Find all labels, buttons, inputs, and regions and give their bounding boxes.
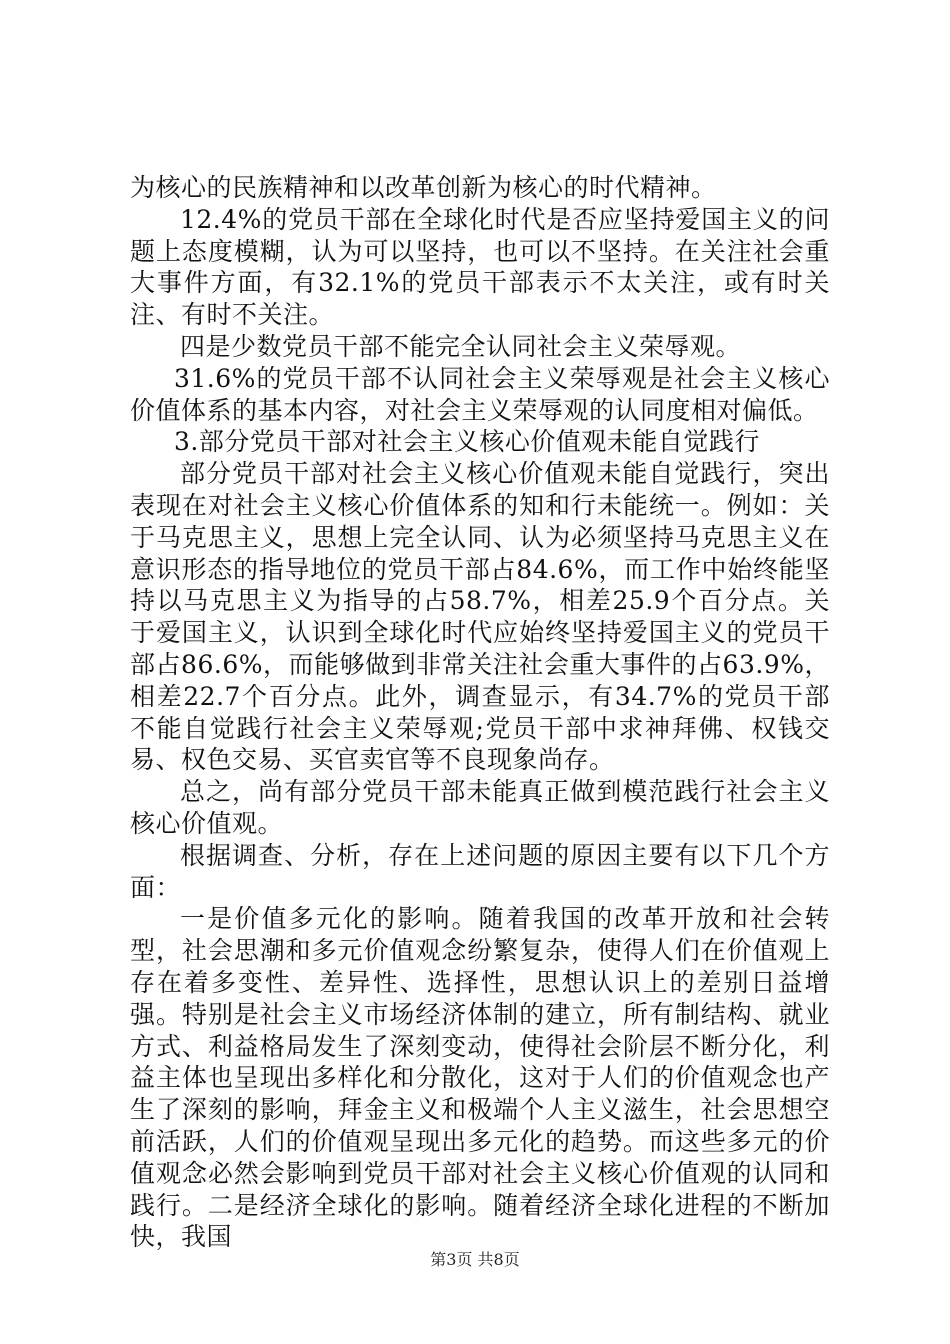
paragraph-6: 部分党员干部对社会主义核心价值观未能自觉践行，突出表现在对社会主义核心价值体系的知和行未能统一。例如：关于马克思主义，思想上完全认同、认为必须坚持马克思主义在意识形态的指导地位的党员干部占84.6%，而工作中始终能坚持以马克思主义为指导的占58.7%，相差25.9个百分点。关于爱国主义，认识到全球化时代应始终坚持爱国主义的党员干部占86.6%，而能够做到非常关注社会重大事件的占63.9%，相差22.7个百分点。此外，调查显示，有34.7%的党员干部不能自觉践行社会主义荣辱观;党员干部中求神拜佛、权钱交易、权色交易、买官卖官等不良现象尚存。 <box>130 459 830 775</box>
paragraph-1: 为核心的民族精神和以改革创新为核心的时代精神。 <box>130 173 717 202</box>
document-body <box>130 172 830 1253</box>
paragraph-8: 根据调查、分析，存在上述问题的原因主要有以下几个方面： <box>130 840 830 902</box>
section-heading: 3.部分党员干部对社会主义核心价值观未能自觉践行 <box>174 427 760 457</box>
paragraph-3: 四是少数党员干部不能完全认同社会主义荣辱观。 <box>180 331 742 361</box>
paragraph-9: 一是价值多元化的影响。随着我国的改革开放和社会转型，社会思潮和多元价值观念纷繁复杂，使得人们在价值观上存在着多变性、差异性、选择性，思想认识上的差别日益增强。特别是社会主义市场经济体制的建立，所有制结构、就业方式、利益格局发生了深刻变动，使得社会阶层不断分化，利益主体也呈现出多样化和分散化，这对于人们的价值观念也产生了深刻的影响，拜金主义和极端个人主义滋生，社会思想空前活跃，人们的价值观呈现出多元化的趋势。而这些多元的价值观念必然会影响到党员干部对社会主义核心价值观的认同和践行。二是经济全球化的影响。随着经济全球化进程的不断加快，我国 <box>130 904 830 1252</box>
paragraph-2: 12.4%的党员干部在全球化时代是否应坚持爱国主义的问题上态度模糊，认为可以坚持，也可以不坚持。在关注社会重大事件方面，有32.1%的党员干部表示不太关注，或有时关注、有时不关注。 <box>130 204 830 330</box>
paragraph-7: 总之，尚有部分党员干部未能真正做到模范践行社会主义核心价值观。 <box>130 777 830 838</box>
paragraph-4: 31.6%的党员干部不认同社会主义荣辱观是社会主义核心价值体系的基本内容，对社会主义荣辱观的认同度相对偏低。 <box>130 363 830 425</box>
page-number-footer: 第3页 共8页 <box>430 1250 520 1269</box>
